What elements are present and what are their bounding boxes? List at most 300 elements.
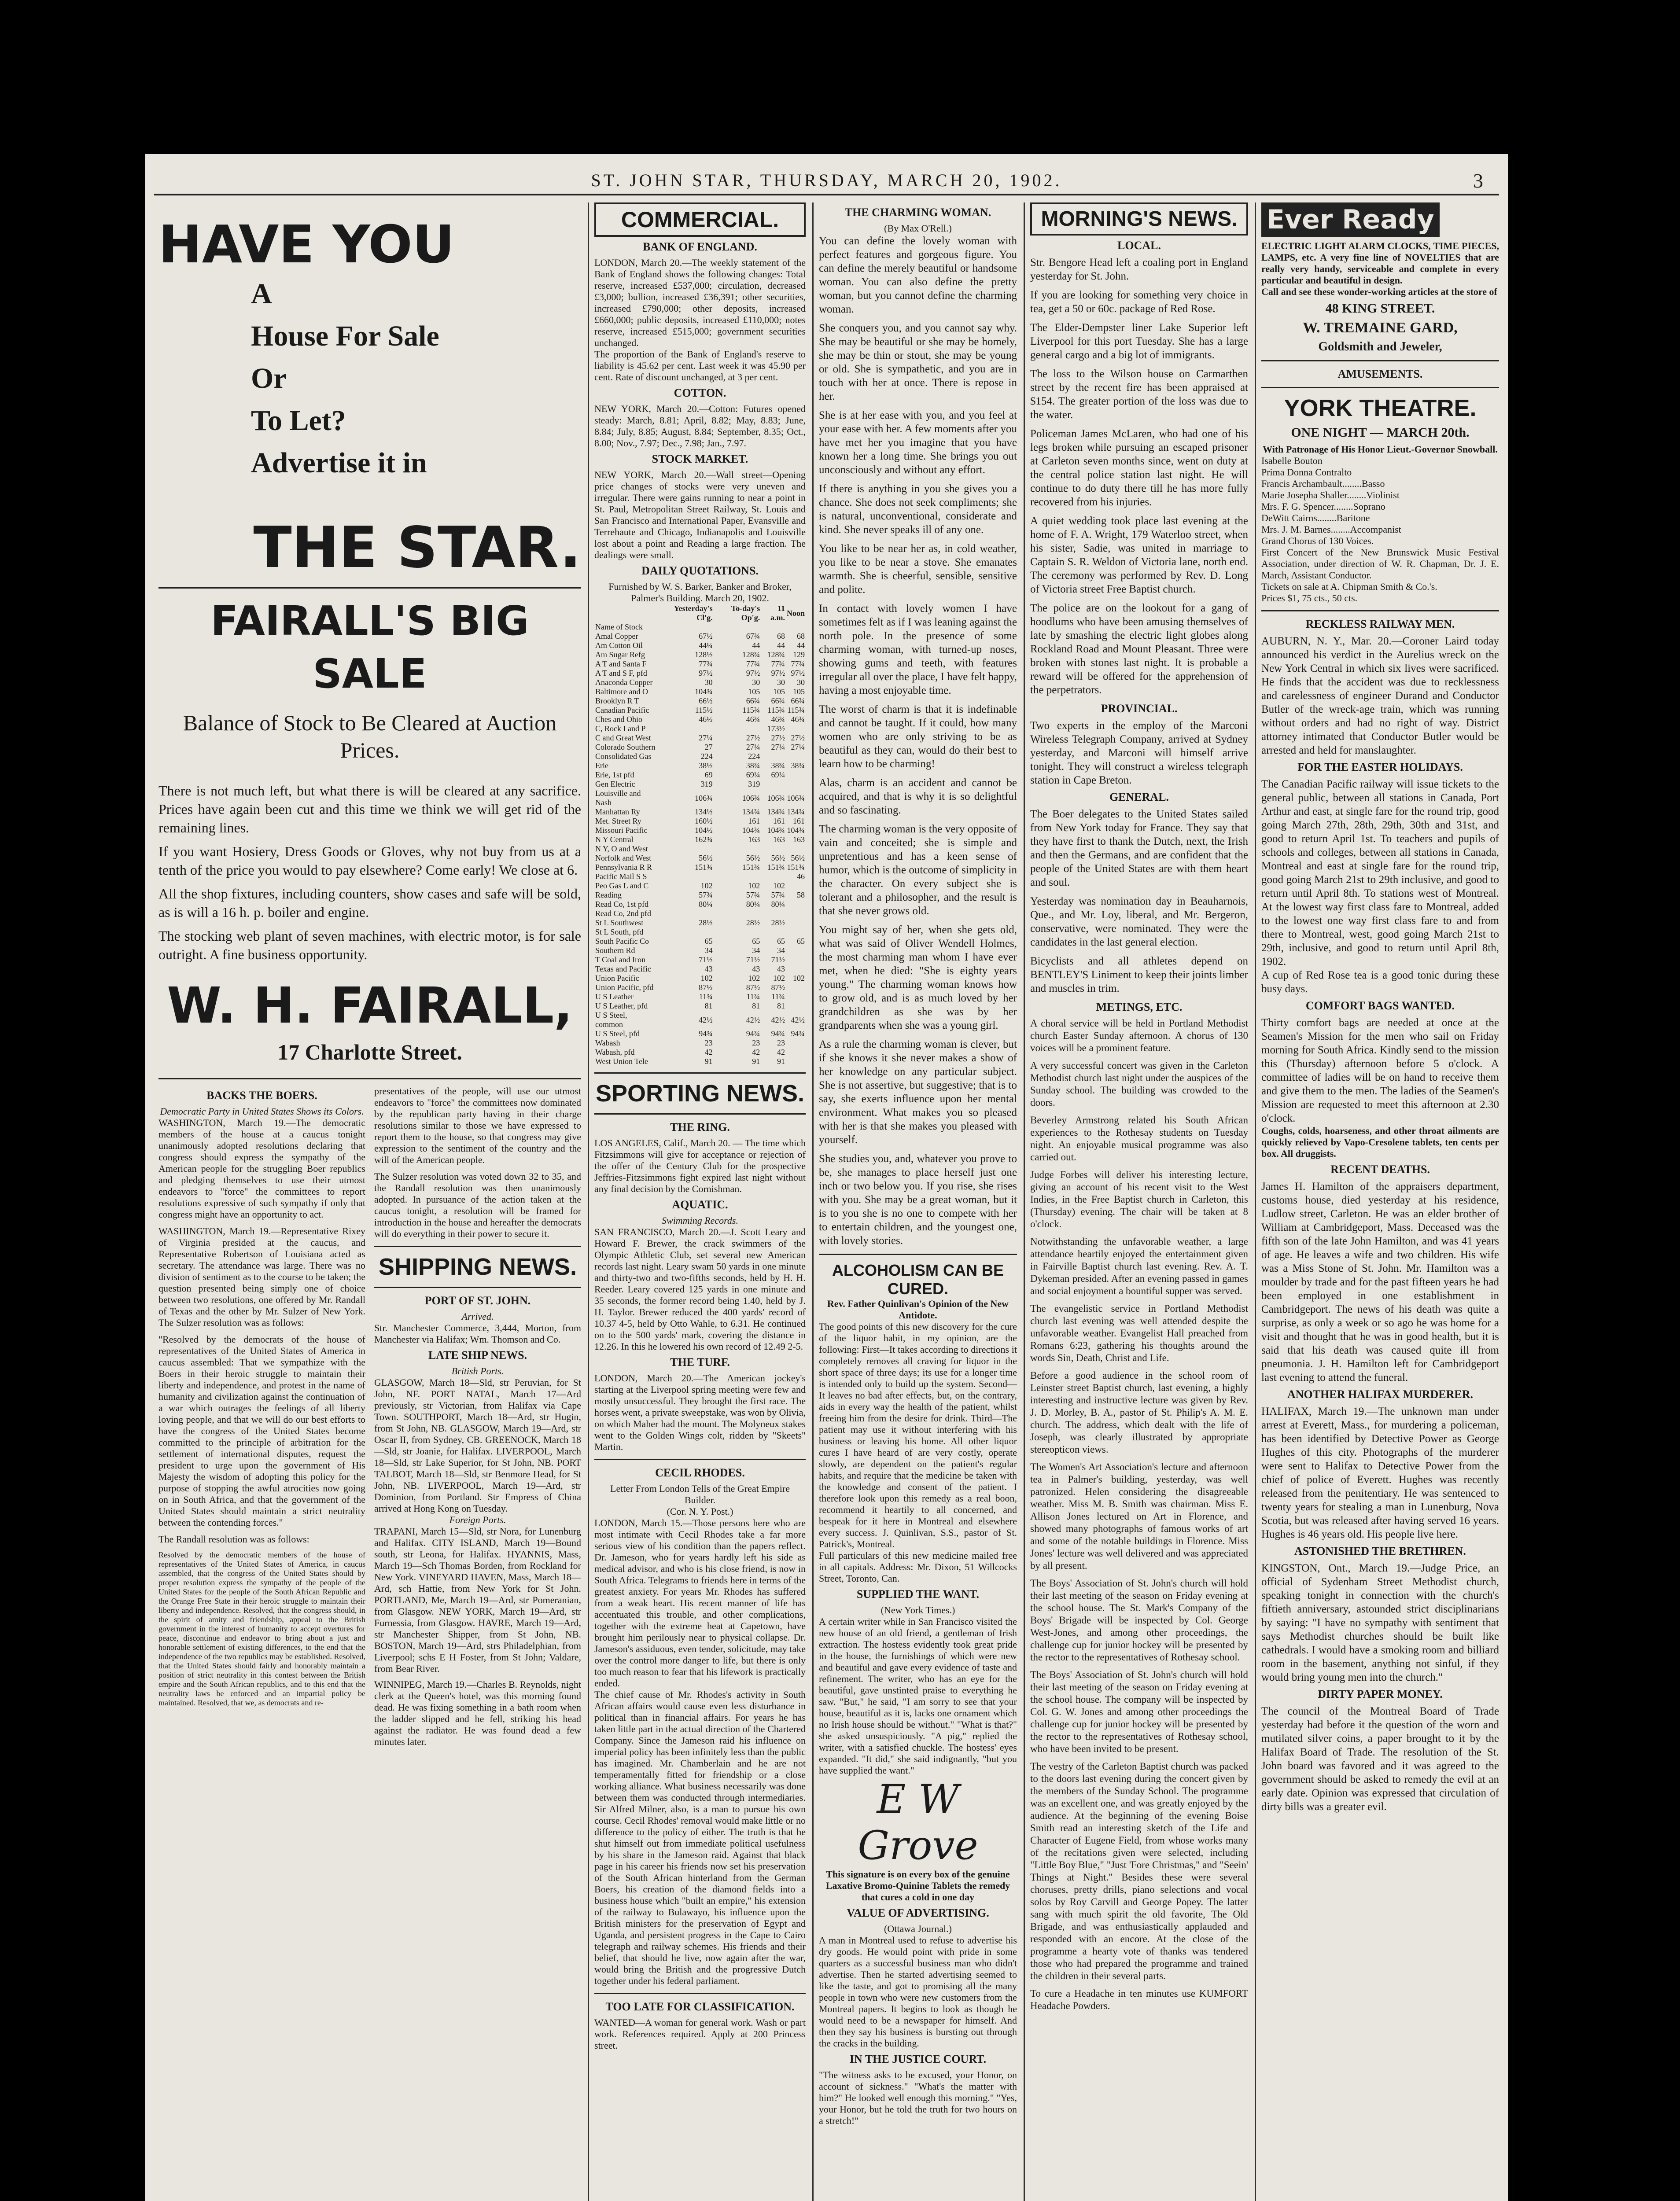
table-row	[594, 622, 806, 632]
table-cell: Union Pacific	[595, 974, 639, 983]
table-cell: 28½	[699, 918, 713, 927]
table-cell: 81	[752, 1001, 760, 1010]
table-cell: 11¾	[746, 992, 760, 1001]
table-cell	[714, 872, 761, 881]
section-head: METINGS, ETC.	[1096, 1001, 1183, 1013]
table-cell: Am Sugar Refg	[595, 650, 645, 659]
divider	[158, 587, 581, 589]
section-head: VALUE OF ADVERTISING.	[847, 1907, 989, 1919]
paragraph: The vestry of the Carleton Baptist church was packed to the doors last evening during the concert given by the members of the Sunday School. The programme was an excellent one, and was greatly enjoyed by the audience. At the beginning of the evening Boise Smith read an interesting sketch of the Life and Character of Eugene Field, from whose works many of the recitations given were selected, including "Little Boy Blue," "Just 'Fore Christmas," and "Seein' Things at Night." Besides these were several choruses, pretty drills, piano selections and vocal solos by Roy Carvill and George Popey. The latter sang with much spirit the old favorite, The Old Brigade, and was enthusiastically applauded and responded with an encore. At the close of the programme a hearty vote of thanks was tendered those who had prepared the programme and trained the children in their several parts.	[1030, 1761, 1248, 1981]
table-row	[594, 835, 806, 844]
table-cell: 161	[773, 817, 785, 825]
table-cell: 91	[752, 1057, 760, 1066]
paragraph: Bicyclists and all athletes depend on BENTLEY'S Liniment to keep their joints limber and muscles in trim.	[1030, 955, 1248, 994]
table-cell: 115¾	[742, 706, 760, 714]
table-cell: 104¾	[787, 826, 805, 835]
table-cell: 91	[704, 1057, 713, 1066]
table-cell: 11¾	[771, 992, 785, 1001]
table-cell: 128¾	[767, 650, 785, 659]
divider	[374, 1246, 581, 1247]
cast-line: Grand Chorus of 130 Voices.	[1261, 535, 1374, 546]
paragraph: You like to be near her as, in cold weather, you like to be near a stove. She emanates warmth. She is cheerful, sensible, sensitive and polite.	[819, 543, 1017, 596]
table-cell: 151¾	[787, 863, 805, 872]
table-cell	[786, 844, 806, 854]
york-cast-list	[1261, 455, 1499, 547]
table-row	[594, 807, 806, 817]
paragraph: SAN FRANCISCO, March 20.—J. Scott Leary and Howard F. Brewer, the crack swimmers of the Olympic Athletic Club, set several new American records last night. Leary swam 50 yards in one minute and thirty-two and two-fifths seconds, held by H. H. Reeder. Leary covered 125 yards in one minute and 35 seconds, the former record being 1.40, held by J. H. Taylor. Brewer reduced the 400 yards' record of 10.37 4-5, held by Otto Wahle, to 6.31. He continued on to the 500 yards' mark, covering the distance in 12.26. In this he lowered his own record of 12.49 2-5.	[594, 1226, 806, 1352]
paragraph: She conquers you, and you cannot say why. She may be beautiful or she may be homely, she may be thin or stout, she may be young or old. She is sympathetic, and you are in touch with her at once. There is repose in her.	[819, 322, 1017, 402]
table-row	[594, 687, 806, 696]
table-cell: 151¾	[767, 863, 785, 872]
section-sub: Swimming Records.	[662, 1215, 738, 1226]
table-cell: Consolidated Gas	[595, 752, 652, 761]
shipping-article	[374, 1086, 581, 1748]
paragraph: GLASGOW, March 18—Sld, str Peruvian, for St John, NF. PORT NATAL, March 17—Ard previously, str Victorian, from Halifax via Cape Town. SOUTHPORT, March 18—Ard, str Hugin, from St John, NB. GLASGOW, March 19—Ard, str Oscar II, from Sydney, CB. GREENOCK, March 18—Sld, str Joanie, for Halifax. LIVERPOOL, March 18—Sld, str Lake Superior, for St John, NB. PORT TALBOT, March 18—Sld, str Benmore Head, for St John, NB. LIVERPOOL, March 19—Ard, str Dominion, from Portland. Str Empress of China arrived at Hong Kong on Tuesday.	[374, 1377, 581, 1514]
ad-line: To Let?	[251, 405, 346, 437]
table-cell: 129	[793, 650, 805, 659]
table-cell: West Union Tele	[595, 1057, 648, 1066]
table-row	[594, 900, 806, 909]
table-cell	[714, 844, 761, 854]
ad-title: Goldsmith and Jeweler,	[1318, 340, 1442, 353]
table-row	[594, 964, 806, 974]
paragraph: James H. Hamilton of the appraisers department, customs house, died yesterday at his residence, Ludlow street, Carleton. He was an elder brother of William at Cambridgeport, Mass. Deceased was the fifth son of the late John Hamilton, and was 41 years of age. He leaves a wife and two children. His wife was a Miss Stone of St. John. Mr. Hamilton was a moulder by trade and for the past fifteen years he had been employed in one establishment in Cambridgeport. The news of his death was quite a surprise, as only a week or so ago he was home for a visit and thought that he was in good health, but it is said that his death was caused quite ill from pneumonia. J. H. Hamilton left for Cambridgeport last evening to attend the funeral.	[1261, 1181, 1499, 1384]
paragraph: Str. Bengore Head left a coaling port in England yesterday for St. John.	[1030, 257, 1248, 282]
table-cell: U S Leather	[595, 992, 634, 1001]
paragraph: As a rule the charming woman is clever, but if she knows it she never makes a show of her knowledge on any particular subject. She is not assertive, but suggestive; that is to say, she exerts influence upon her mental environment. What makes you so pleased with her is that she makes you pleased with yourself.	[819, 1038, 1017, 1146]
table-cell: 27¼	[791, 743, 805, 751]
divider	[594, 1072, 806, 1074]
table-cell: 77¾	[699, 659, 713, 668]
table-cell	[714, 724, 761, 733]
paragraph: A very successful concert was given in the Carleton Methodist church last night under the auspices of the Sunday school. The building was crowded to the doors.	[1030, 1060, 1248, 1108]
table-cell	[786, 881, 806, 891]
table-cell: 319	[748, 780, 760, 788]
paragraph: This signature is on every box of the genuine Laxative Bromo-Quinine Tablets the remedy that cures a cold in one day	[825, 1869, 1010, 1903]
section-sub: Letter From London Tells of the Great Empire Builder.	[610, 1483, 790, 1505]
table-cell: U S Steel, pfd	[595, 1029, 640, 1038]
table-row	[594, 696, 806, 706]
paragraph: WASHINGTON, March 19.—Representative Rixey of Virginia presided at the caucus, and Representative Robertson of Louisiana acted as secretary. The attendance was large. There was no division of sentiment as to the course to be taken; the question presented being simply one of choice between two resolutions, one offered by Mr. Randall of Texas and the other by Mr. Sulzer of New York. The Sulzer resolution was as follows:	[158, 1226, 365, 1328]
table-cell	[786, 900, 806, 909]
paragraph: Notwithstanding the unfavorable weather, a large attendance heartily enjoyed the entertainment given in Fairville Baptist church last evening. Rev. A. T. Dykeman presided. After an evening passed in games and social enjoyment a bountiful supper was served.	[1030, 1236, 1248, 1296]
paragraph: WASHINGTON, March 19.—The democratic members of the house at a caucus tonight unanimously adopted resolutions declaring that congress should express the sympathy of the American people for the struggling Boer republics and pledging themselves to use their utmost endeavors to "force" the committees to report resolutions expressive of such sympathy if only that congress might have an opportunity to act.	[158, 1117, 365, 1220]
table-cell: Wabash	[595, 1038, 620, 1047]
table-cell	[786, 955, 806, 964]
section-head: STOCK MARKET.	[652, 453, 748, 465]
table-cell: Texas and Pacific	[595, 964, 651, 973]
table-row	[594, 715, 806, 724]
table-cell: 160½	[695, 817, 713, 825]
paragraph: The proportion of the Bank of England's reserve to liability is 45.62 per cent. Last week it was 45.90 per cent. Rate of discount unchanged, at 3 per cent.	[594, 349, 806, 383]
table-cell: 57¾	[771, 891, 785, 899]
table-cell: Amal Copper	[595, 632, 638, 640]
table-cell: 42½	[746, 1015, 760, 1024]
paragraph: WINNIPEG, March 19.—Charles B. Reynolds, night clerk at the Queen's hotel, was this morning found dead. He was fixing something in a bath room when the ladder slipped and he fell, striking his head against the radiator. He was found dead a few minutes later.	[374, 1679, 581, 1747]
section-head: LATE SHIP NEWS.	[428, 1349, 527, 1362]
table-cell: 134¾	[787, 807, 805, 816]
table-cell	[786, 770, 806, 780]
table-cell: St L Southwest	[595, 918, 644, 927]
table-cell: Union Pacific, pfd	[595, 983, 654, 992]
table-cell: 44	[752, 641, 760, 650]
paragraph: You can define the lovely woman with perfect features and gorgeous figure. You can define the merely beautiful or handsome woman. You can also define the pretty woman, but you cannot define the charming woman.	[819, 235, 1017, 315]
paragraph: "Resolved by the democrats of the house of representatives of the United States of America in caucus assembled: That we sympathize with the Boers in their heroic struggle to maintain their liberty and independence, and protest in the name of humanity and civilization against the continuation of a war which outrages the feelings of all liberty loving people, and that we will do our best efforts to have the congress of the United States become committed to the principle of arbitration for the settlement of international disputes, request the president to urge upon the government of His Majesty the wisdom of adopting this policy for the purpose of stopping the awful atrocities now going on in South Africa, and that the government of the United States should maintain a strict neutrality between the contending forces."	[158, 1334, 365, 1528]
table-cell: 77¾	[746, 659, 760, 668]
paragraph: The Boys' Association of St. John's church will hold their last meeting of the season on Friday evening at the school house. The St. Mark's Company of the Boys' Brigade will be inspected by Col. George West-Jones, and among other proceedings, the challenge cup for junior hockey will be presented by the rector to the representatives of Rothesay school.	[1030, 1578, 1248, 1663]
table-cell: 161	[793, 817, 805, 825]
paragraph: NEW YORK, March 20.—Wall street—Opening price changes of stocks were very uneven and irregular. There were gains running to near a point in St. Paul, Metropolitan Street Railway, St. Louis and San Francisco and International Paper, Evansville and Terrehaute and Chicago, Indianapolis and Louisville lost about a point and Reading a large fraction. The dealings were small.	[594, 469, 806, 560]
ad-line: Or	[251, 362, 287, 394]
paragraph: Prices $1, 75 cts., 50 cts.	[1261, 593, 1358, 604]
table-cell: 57¾	[699, 891, 713, 899]
table-cell	[714, 622, 761, 632]
table-cell: 128½	[695, 650, 713, 659]
article-headline: BACKS THE BOERS.	[206, 1089, 317, 1102]
table-cell: Missouri Pacific	[595, 826, 648, 835]
table-cell: 46½	[699, 715, 713, 724]
table-cell: A T and Santa F	[595, 659, 647, 668]
table-row	[594, 780, 806, 789]
paragraph: You might say of her, when she gets old, what was said of Oliver Wendell Holmes, the most charming man whom I have ever met, when he died: "She is eighty years young." The charming woman knows how to grow old, and is as much loved by her grandchildren as she was by her grandparents when she was a young girl.	[819, 924, 1017, 1031]
table-cell: 163	[773, 835, 785, 844]
table-row	[594, 743, 806, 752]
table-cell: 87½	[699, 983, 713, 992]
table-cell: 67½	[699, 632, 713, 640]
table-cell: 57¾	[746, 891, 760, 899]
table-cell: 87½	[746, 983, 760, 992]
table-cell	[761, 872, 786, 881]
paragraph: Coughs, colds, hoarseness, and other throat ailments are quickly relieved by Vapo-Cresolene tablets, ten cents per box. All druggists.	[1261, 1125, 1499, 1159]
table-cell: 104½	[695, 826, 713, 835]
table-cell: 56½	[771, 854, 785, 862]
table-cell: 38½	[699, 761, 713, 770]
paragraph: The Women's Art Association's lecture and afternoon tea in Palmer's building, yesterday, was well patronized. Helen considering the disagreeable weather. Miss M. B. Smith was chairman. Miss E. Allison Jones lectured on Art in Florence, and showed many photographs of famous works of art and some of the notable buildings in Florence. Miss Jones' lecture was well delivered and was appreciated by all present.	[1030, 1461, 1248, 1571]
paragraph: The council of the Montreal Board of Trade yesterday had before it the question of the worn and mutilated silver coins, a paper brought to it by the Halifax Board of Trade. The resolution of the St. John board was favored and it was agreed to the government should be asked to remedy the evil at an early date. Opinion was expressed that circulation of dirty bills was a greater evil.	[1261, 1705, 1499, 1813]
table-cell: 106¾	[742, 793, 760, 802]
table-cell: Pennsylvania R R	[595, 863, 652, 872]
paragraph: In contact with lovely women I have sometimes felt as if I was leaning against the north pole. In the presence of some charming woman, with turned-up noses, showing gums and teeth, with features irregular all over the place, I have felt happy, having a most enjoyable time.	[819, 603, 1017, 696]
table-row	[594, 854, 806, 863]
table-cell: 81	[704, 1001, 713, 1010]
paragraph: The charming woman is the very opposite of vain and conceited; she is simple and unpretentious and has a keen sense of humor, which is the outcome of simplicity in the character. On every subject she is tolerant and a philosopher, and the result is that she never grows old.	[819, 823, 1017, 917]
table-cell: 106¾	[767, 793, 785, 802]
table-cell: Erie	[595, 761, 608, 770]
paragraph: If you want Hosiery, Dress Goods or Gloves, why not buy from us at a tenth of the price you would to pay elsewhere? Come early! We close at 6.	[158, 843, 581, 878]
table-cell: 58	[797, 891, 805, 899]
table-cell: Pacific Mail S S	[595, 872, 647, 881]
table-cell: 224	[700, 752, 713, 761]
quotations-header-row	[594, 604, 806, 622]
table-cell: 102	[700, 881, 713, 890]
section-head: FOR THE EASTER HOLIDAYS.	[1297, 761, 1463, 773]
fairall-headline: FAIRALL'S BIG SALE	[210, 597, 529, 697]
table-row	[594, 632, 806, 641]
cast-line: Francis Archambault........Basso	[1261, 478, 1385, 489]
table-cell: 56½	[699, 854, 713, 862]
table-cell: 115¾	[767, 706, 785, 714]
table-cell: Colorado Southern	[595, 743, 656, 751]
table-cell: 44	[777, 641, 785, 650]
divider	[1261, 360, 1499, 361]
table-cell: 66¾	[746, 696, 760, 705]
table-row	[594, 659, 806, 669]
boers-shipping-block	[158, 1086, 581, 1748]
paragraph: LONDON, March 20.—The weekly statement of the Bank of England shows the following changes: Total reserve, increased £537,000; circulation, decreased £3,000; bullion, increased £36,391; other securities, increased £790,000; other deposits, increased £660,000; public deposits, increased £110,000; notes reserve, increased £515,000; government securities unchanged.	[594, 257, 806, 348]
table-row	[594, 918, 806, 928]
masthead	[154, 167, 1499, 195]
table-cell: 38¾	[771, 761, 785, 770]
table-row	[594, 937, 806, 946]
table-row	[594, 1048, 806, 1057]
section-head: BANK OF ENGLAND.	[643, 240, 757, 253]
fairall-name: W. H. FAIRALL,	[167, 977, 573, 1034]
table-cell: 97½	[699, 669, 713, 677]
table-cell	[786, 992, 806, 1001]
table-row	[594, 983, 806, 992]
paragraph: All the shop fixtures, including counters, show cases and safe will be sold, as is will a 16 h. p. boiler and engine.	[158, 886, 581, 920]
paragraph: The loss to the Wilson house on Carmarthen street by the recent fire has been appraised at $154. The greater portion of the loss was due to the water.	[1030, 368, 1248, 421]
paragraph: Thirty comfort bags are needed at once at the Seamen's Mission for the men who sail on Friday morning for South Africa. Kindly send to the mission this (Thursday) afternoon before 5 o'clock. A committee of ladies will be on hand to receive them and give them to the men. The ladies of the Seamen's Mission are requested to meet this afternoon at 2.30 o'clock.	[1261, 1017, 1499, 1124]
fairall-sub: Balance of Stock to Be Cleared at Auction Prices.	[183, 710, 557, 762]
section-head: COTTON.	[674, 386, 726, 399]
section-head: CECIL RHODES.	[655, 1466, 745, 1479]
table-row	[594, 974, 806, 983]
table-cell: C, Rock I and P	[595, 724, 646, 733]
table-cell: 77¾	[791, 659, 805, 668]
fairall-address: 17 Charlotte Street.	[277, 1040, 462, 1064]
table-cell	[657, 844, 714, 854]
table-cell: 97½	[746, 669, 760, 677]
york-theatre-headline: YORK THEATRE.	[1284, 395, 1477, 421]
morning-news-headline: MORNING'S NEWS.	[1030, 202, 1248, 236]
divider	[594, 1113, 806, 1115]
paragraph: LONDON, March 20.—The American jockey's starting at the Liverpool spring meeting were few and mostly unsuccessful. They brought the first race. The horses went, a private sweepstake, was won by Olivia, on which Maher had the mount. The Molyneux stakes went to the Golden Wings colt, ridden by "Skeets" Martin.	[594, 1373, 806, 1452]
table-cell: 102	[793, 974, 805, 983]
table-cell: 71½	[746, 955, 760, 964]
table-cell: 27¼	[746, 743, 760, 751]
table-cell: 23	[777, 1038, 785, 1047]
table-row	[594, 992, 806, 1001]
section-head: AMUSEMENTS.	[1337, 368, 1423, 380]
table-cell: 102	[748, 974, 760, 983]
paragraph: Yesterday was nomination day in Beauharnois, Que., and Mr. Loy, liberal, and Mr. Bergeron, conservative, were nominated. They were the candidates in the last general election.	[1030, 895, 1248, 948]
table-cell: 106¾	[787, 793, 805, 802]
table-row	[594, 724, 806, 733]
paragraph: The Randall resolution was as follows:	[158, 1534, 309, 1545]
article-body	[158, 1117, 365, 1708]
paragraph: Resolved by the democratic members of the house of representatives of the United States of America, in caucus assembled, that the congress of the United States should by proper resolution express the sympathy of the people of the United States for the people of the South African Republic and the Orange Free State in their heroic struggle to maintain their liberty and independence. Resolved, that the congress should, in the spirit of amity and friendship, appeal to the British government in the interest of humanity to accept overtures for peace, discontinue and endeavor to bring about a just and honorable settlement of existing differences, to the end that the independence of the two republics may be established. Resolved, that the United States should fairly and honorably maintain a position of strict neutrality in this contest between the British empire and the South African republics, and to this end that the neutrality laws be enforced and an impartial policy be maintained. Resolved, that we, as democrats and re-	[158, 1550, 365, 1707]
table-cell: 81	[777, 1001, 785, 1010]
table-cell: 94¾	[746, 1029, 760, 1038]
table-row	[594, 650, 806, 659]
column-3	[819, 202, 1017, 2201]
column-2	[594, 202, 806, 2201]
section-head: LOCAL.	[1117, 239, 1161, 252]
table-cell: Read Co, 1st pfd	[595, 900, 648, 909]
boers-article	[158, 1086, 365, 1748]
table-cell: 27½	[746, 733, 760, 742]
paragraph: To cure a Headache in ten minutes use KUMFORT Headache Powders.	[1030, 1988, 1248, 2011]
cast-line: Isabelle Bouton	[1261, 455, 1323, 466]
table-cell: 105	[793, 687, 805, 696]
table-cell: Read Co, 2nd pfd	[595, 909, 651, 918]
section-sub: (New York Times.)	[881, 1605, 955, 1616]
table-cell: 80¼	[746, 900, 760, 909]
newspaper-page	[145, 154, 1508, 2201]
table-cell: Southern Rd	[595, 946, 635, 955]
table-cell: 69¼	[746, 770, 760, 779]
table-cell: Erie, 1st pfd	[595, 770, 634, 779]
table-cell	[786, 983, 806, 992]
table-cell: 27¼	[771, 743, 785, 751]
table-cell: 65	[752, 937, 760, 946]
table-cell: 43	[704, 964, 713, 973]
table-cell: 71½	[699, 955, 713, 964]
paragraph: She is at her ease with you, and you feel at your ease with her. A few moments after you have met her you imagine that you have known her a long time. She brings you out unconsciously and without any effort.	[819, 409, 1017, 476]
table-row	[594, 891, 806, 900]
table-cell: Manhattan Ry	[595, 807, 640, 816]
table-cell: 69	[704, 770, 713, 779]
article-body	[819, 234, 1017, 1248]
table-cell	[786, 1048, 806, 1057]
paragraph: Policeman James McLaren, who had one of his legs broken while pursuing an escaped prisoner at Carleton seven months since, went on duty at the central police station last night. He will continue to do duty there till he has more fully recovered from his injuries.	[1030, 428, 1248, 508]
table-row	[594, 955, 806, 964]
column-5	[1261, 202, 1499, 2201]
section-head: RECENT DEATHS.	[1330, 1163, 1430, 1176]
article-body	[1030, 807, 1248, 995]
table-row	[594, 641, 806, 650]
table-cell	[761, 844, 786, 854]
table-cell: 151¾	[742, 863, 760, 872]
table-cell: South Pacific Co	[595, 937, 649, 946]
table-cell: St L South, pfd	[595, 928, 644, 936]
table-cell	[657, 872, 714, 881]
table-cell: Name of Stock	[595, 622, 643, 631]
paragraph: The worst of charm is that it is indefinable and cannot be taught. If it could, how many women who are only striving to be as beautiful as they can, would do their best to learn how to be charming!	[819, 703, 1017, 770]
paragraph: LOS ANGELES, Calif., March 20. — The time which Fitzsimmons will give for acceptance or rejection of the offer of the Century Club for the prospective Jeffries-Fitzsimmons fight expired last night without any final decision by the Cornishman.	[594, 1137, 806, 1194]
article-body	[374, 1086, 581, 1240]
table-cell: 42½	[771, 1015, 785, 1024]
table-row	[594, 770, 806, 780]
table-cell: 97½	[771, 669, 785, 677]
section-sub: With Patronage of His Honor Lieut.-Governor Snowball.	[1263, 444, 1498, 455]
paragraph: LONDON, March 15.—Those persons here who are most intimate with Cecil Rhodes take a far more serious view of his condition than the papers reflect. Dr. Jameson, who for years hardly left his side as medical advisor, and who is his close friend, is now in South Africa. Telegrams to friends here in terms of the greatest anxiety. For years Mr. Rhodes has suffered from a weak heart. His recent manner of life has accentuated this trouble, and other complications, together with the extreme heat at Capetown, have brought him perilously near to physical collapse. Dr. Jameson's assiduous, even tender, solicitude, may take over the control more danger to life, but there is only too much reason to fear that his lifework is practically ended.	[594, 1517, 806, 1689]
cast-line: Mrs. F. G. Spencer........Soprano	[1261, 501, 1385, 512]
table-cell: 56½	[746, 854, 760, 862]
table-cell: 23	[704, 1038, 713, 1047]
paragraph: WANTED—A woman for general work. Wash or part work. References required. Apply at 200 Princess street.	[594, 2017, 806, 2051]
ever-ready-headline: Ever Ready	[1261, 202, 1440, 237]
paragraph: The good points of this new discovery for the cure of the liquor habit, in my opinion, are the following: First—It takes according to directions it completely removes all craving for liquor in the short space of three days; its use for a longer time is intended only to build up the system. Second—It leaves no bad after effects, but, on the contrary, aids in every way the health of the patient, whilst freeing him from the desire for drink. Third—The patient may use it without interfering with his business or leaving his home. All other liquor cures I have heard of are very costly, operate slowly, are dependent on the patient's regular habits, and require that the medicine be taken with the knowledge and consent of the patient. I therefore look upon this remedy as a real boon, recommend it heartily to all concerned, and bespeak for it here in Montreal and elsewhere every success. J. Quinlivan, S.S., pastor of St. Patrick's, Montreal.	[819, 1321, 1017, 1550]
table-cell: 28½	[771, 918, 785, 927]
section-sub: Rev. Father Quinlivan's Opinion of the New Antidote.	[827, 1298, 1009, 1321]
paragraph: Alas, charm is an accident and cannot be acquired, and that is why it is so delightful and so fascinating.	[819, 777, 1017, 816]
quotations-table	[594, 604, 806, 1066]
paragraph: The Boer delegates to the United States sailed from New York today for France. They say that they have first to thank the Dutch, next, the Irish and then the Germans, and are confident that the people of the United States are with them heart and soul.	[1030, 808, 1248, 888]
paragraph: ELECTRIC LIGHT ALARM CLOCKS, TIME PIECES, LAMPS, etc. A very fine line of NOVELTIES that are really very handy, serviceable and complete in every particular and beautiful in design.	[1261, 240, 1499, 286]
table-row	[594, 928, 806, 937]
table-cell: 105	[773, 687, 785, 696]
table-row	[594, 752, 806, 761]
paragraph: HALIFAX, March 19.—The unknown man under arrest at Everett, Mass., for murdering a policeman, has been identified by Detective Power as George Hughes of this city. Photographs of the murderer were sent to Halifax to Detective Power from the chief of police of Everett. Hughes was recently released from the penitentiary. He was sentenced to twenty years for stealing a man in Lunenburg, Nova Scotia, but was released after having served 16 years. Hughes is 46 years old. His people live here.	[1261, 1406, 1499, 1540]
table-cell	[714, 909, 761, 918]
ad-address: 48 KING STREET.	[1325, 301, 1435, 316]
table-cell: 30	[704, 678, 713, 687]
table-cell: 46¾	[746, 715, 760, 724]
table-cell: 163	[748, 835, 760, 844]
table-cell: 30	[777, 678, 785, 687]
table-row	[594, 761, 806, 770]
section-head: DIRTY PAPER MONEY.	[1318, 1688, 1443, 1700]
table-row	[594, 1001, 806, 1011]
divider	[158, 1078, 581, 1079]
table-cell: Baltimore and O	[595, 687, 648, 696]
table-cell: 80¼	[771, 900, 785, 909]
section-head: DAILY QUOTATIONS.	[641, 564, 759, 577]
page-number: 3	[1473, 169, 1486, 192]
table-cell: 134¾	[742, 807, 760, 816]
table-cell: 102	[700, 974, 713, 983]
table-row	[594, 706, 806, 715]
paragraph: The Boys' Association of St. John's church will hold their last meeting of the season on Friday evening at the school house. The company will be inspected by Col. G. W. Jones and among other proceedings the challenge cup for junior hockey will be presented by the rector to the representatives of Rothesay school, who have been invited to be present.	[1030, 1669, 1248, 1754]
table-row	[594, 946, 806, 955]
column-rule	[1024, 202, 1025, 2201]
fairall-body	[158, 781, 581, 964]
table-cell: 115¾	[787, 706, 805, 714]
section-sub: British Ports.	[451, 1366, 504, 1377]
table-cell	[761, 752, 786, 761]
table-cell	[657, 622, 714, 632]
table-cell	[714, 928, 761, 937]
table-cell: 151¾	[695, 863, 713, 872]
table-cell: 71½	[771, 955, 785, 964]
table-row	[594, 733, 806, 743]
table-row	[594, 1057, 806, 1066]
paragraph: If you are looking for something very choice in tea, get a 50 or 60c. package of Red Rose.	[1030, 289, 1248, 315]
table-cell	[761, 780, 786, 789]
table-cell	[786, 622, 806, 632]
table-cell: 42½	[699, 1015, 713, 1024]
paragraph: A cup of Red Rose tea is a good tonic during these busy days.	[1261, 969, 1499, 995]
table-cell: N Y, O and West	[595, 844, 648, 853]
table-cell: 34	[777, 946, 785, 955]
table-header-cell: To-day's Op'g.	[731, 604, 760, 622]
table-cell	[786, 1038, 806, 1048]
table-cell: 106¾	[695, 793, 713, 802]
sporting-headline: SPORTING NEWS.	[595, 1080, 805, 1107]
table-cell: 105	[748, 687, 760, 696]
table-cell: 104¾	[695, 687, 713, 696]
table-cell: 34	[752, 946, 760, 955]
paragraph: Tickets on sale at A. Chipman Smith & Co.'s.	[1261, 581, 1437, 592]
column-rule	[812, 202, 814, 2201]
section-sub: (Cor. N. Y. Post.)	[667, 1506, 733, 1517]
table-cell: 11¾	[699, 992, 713, 1001]
ad-line: House For Sale	[251, 320, 439, 352]
table-cell: 319	[700, 780, 713, 788]
article-body	[1030, 256, 1248, 697]
table-cell: U S Leather, pfd	[595, 1001, 648, 1010]
table-cell	[657, 909, 714, 918]
table-cell: A T and S F, pfd	[595, 669, 647, 677]
table-cell: 102	[773, 974, 785, 983]
table-row	[594, 817, 806, 826]
section-head: PORT OF ST. JOHN.	[424, 1294, 531, 1307]
table-cell: 80¼	[699, 900, 713, 909]
paragraph: Judge Forbes will deliver his interesting lecture, giving an account of his recent visit to the West Indies, in the Free Baptist church in Carleton, this (Thursday) evening. The chair will be taken at 8 o'clock.	[1030, 1169, 1248, 1229]
table-cell	[786, 918, 806, 928]
